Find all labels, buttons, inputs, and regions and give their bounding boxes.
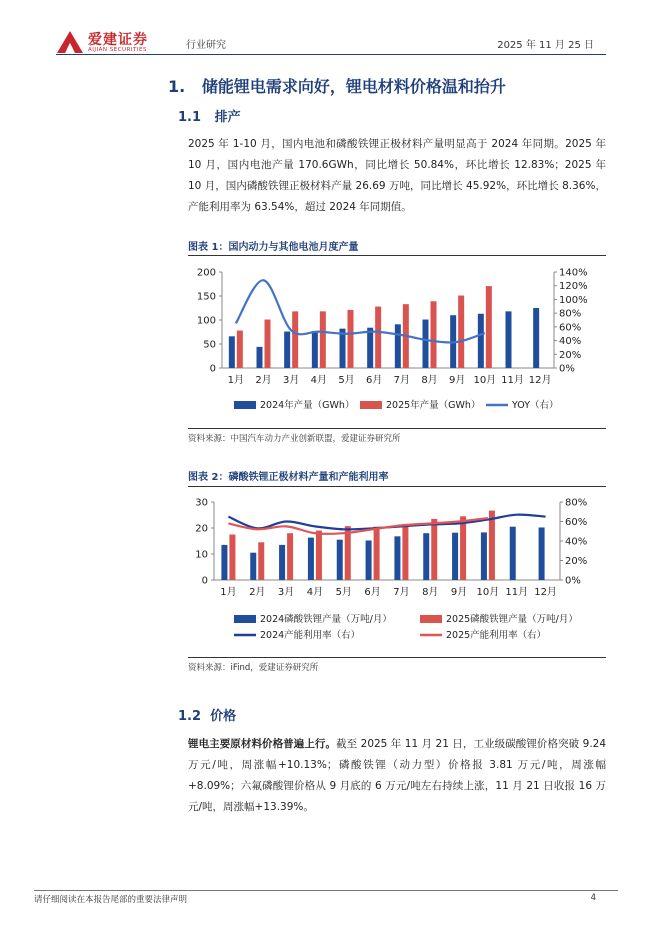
- bar-2024: [366, 540, 372, 580]
- bar-2025: [486, 286, 492, 368]
- logo-text: 爱建证券: [88, 32, 148, 48]
- x-tick-label: 4月: [310, 375, 328, 386]
- x-tick-label: 8月: [422, 587, 439, 598]
- bar-2025: [402, 524, 408, 580]
- x-tick-label: 9月: [450, 587, 468, 598]
- right-tick-label: 0%: [559, 363, 575, 375]
- subsection-title-production: 1.1 排产: [178, 110, 241, 125]
- right-tick-label: 20%: [565, 556, 588, 567]
- right-tick-label: 140%: [559, 267, 588, 279]
- x-tick-label: 12月: [528, 375, 552, 386]
- bar-2025: [229, 535, 235, 581]
- figure1-bottom-rule: [188, 428, 606, 429]
- x-tick-label: 6月: [365, 375, 383, 386]
- left-tick-label: 30: [195, 497, 208, 509]
- x-tick-label: 12月: [534, 587, 557, 598]
- figure1-chart: [188, 258, 606, 426]
- legend-label: YOY（右）: [512, 400, 559, 411]
- bar-2024: [337, 540, 343, 580]
- bar-2024: [395, 324, 401, 368]
- bar-2024: [279, 545, 285, 580]
- x-tick-label: 4月: [306, 587, 324, 598]
- report-date: 2025 年 11 月 25 日: [497, 40, 594, 51]
- x-tick-label: 3月: [277, 587, 295, 598]
- footer-disclaimer: 请仔细阅读在本报告尾部的重要法律声明: [34, 895, 188, 905]
- x-tick-label: 1月: [227, 375, 245, 386]
- left-tick-label: 10: [195, 549, 208, 561]
- legend-swatch: [360, 401, 382, 409]
- figure2-chart: [188, 490, 606, 654]
- bar-2025: [292, 311, 298, 368]
- page-number: 4: [590, 893, 596, 903]
- legend-label: 2024磷酸铁锂产量（万吨/月）: [260, 614, 392, 625]
- logo-mark-icon: [56, 30, 84, 54]
- bar-2024: [367, 328, 373, 368]
- bar-2025: [258, 542, 264, 580]
- figure2-bottom-rule: [188, 657, 606, 658]
- right-tick-label: 20%: [559, 349, 582, 361]
- figure1-source: 资料来源：中国汽车动力产业创新联盟，爱建证券研究所: [188, 434, 401, 444]
- left-tick-label: 200: [196, 267, 216, 279]
- x-tick-label: 6月: [364, 587, 381, 598]
- x-tick-label: 5月: [335, 587, 352, 598]
- bar-2024: [423, 533, 429, 580]
- bar-2024: [284, 332, 290, 368]
- x-tick-label: 1月: [220, 587, 237, 598]
- x-tick-label: 2月: [249, 587, 266, 598]
- left-tick-label: 100: [196, 315, 216, 327]
- bar-2024: [452, 533, 458, 580]
- header-divider: [56, 54, 606, 55]
- bar-2025: [348, 310, 354, 368]
- left-tick-label: 50: [203, 339, 216, 351]
- legend-label: 2025产能利用率（右）: [446, 630, 547, 641]
- bar-2025: [237, 331, 243, 368]
- legend-swatch: [420, 615, 442, 623]
- left-tick-label: 20: [195, 523, 208, 535]
- bar-2025: [458, 296, 464, 368]
- x-tick-label: 10月: [476, 587, 500, 598]
- bar-2025: [320, 311, 326, 368]
- x-tick-label: 5月: [338, 375, 355, 386]
- section-title: 1. 储能锂电需求向好，锂电材料价格温和抬升: [168, 77, 506, 96]
- bar-2024: [481, 532, 487, 580]
- x-tick-label: 9月: [448, 375, 466, 386]
- x-tick-label: 10月: [473, 375, 497, 386]
- bar-2024: [478, 314, 484, 368]
- figure1-top-rule: [188, 255, 606, 256]
- legend-label: 2025年产量（GWh）: [386, 400, 481, 411]
- bar-2024: [221, 545, 227, 580]
- bar-2024: [250, 553, 256, 580]
- right-tick-label: 40%: [565, 536, 588, 548]
- figure1-title: 图表 1：国内动力与其他电池月度产量: [188, 242, 359, 253]
- x-tick-label: 7月: [393, 375, 411, 386]
- bar-2025: [375, 307, 381, 368]
- footer-divider: [34, 890, 618, 891]
- bar-2025: [374, 527, 380, 580]
- x-tick-label: 11月: [501, 375, 524, 386]
- subsection-title-price: 1.2 价格: [178, 709, 237, 724]
- x-tick-label: 11月: [505, 587, 529, 598]
- right-tick-label: 80%: [565, 497, 588, 509]
- bar-2025: [265, 320, 271, 368]
- figure2-title: 图表 2：磷酸铁锂正极材料产量和产能利用率: [188, 472, 389, 483]
- x-tick-label: 7月: [393, 587, 410, 598]
- left-tick-label: 0: [209, 363, 216, 375]
- right-tick-label: 100%: [559, 294, 588, 306]
- bar-2025: [489, 511, 495, 580]
- bar-2024: [229, 336, 235, 368]
- right-tick-label: 80%: [559, 308, 582, 320]
- logo-subtext: AIJIAN SECURITIES: [88, 47, 147, 53]
- price-paragraph-body: 截至 2025 年 11 月 21 日，工业级碳酸锂价格突破 9.24 万元/吨，周涨幅+10.13%；磷酸铁锂（动力型）价格报 3.81 万元/吨，周涨幅+8.09%；六氟磷酸锂价格从 9 月底的 6 万元/吨左右持续上涨，11 月 21 日收报 16 万元/吨，周涨幅+13.39%。: [188, 738, 607, 813]
- bar-2025: [431, 301, 437, 368]
- figure2-top-rule: [188, 486, 606, 487]
- bar-2024: [308, 538, 314, 580]
- bar-2025: [345, 526, 351, 580]
- legend-swatch: [234, 615, 256, 623]
- bar-2024: [394, 536, 400, 580]
- right-tick-label: 60%: [559, 322, 582, 334]
- bar-2025: [287, 533, 293, 580]
- report-category: 行业研究: [186, 40, 226, 51]
- figure2-source: 资料来源：iFind，爱建证券研究所: [188, 663, 319, 673]
- bar-2024: [506, 311, 512, 368]
- series-line-0: [236, 280, 485, 342]
- right-tick-label: 40%: [559, 336, 582, 348]
- left-tick-label: 150: [196, 291, 216, 303]
- bar-2025: [431, 519, 437, 580]
- right-tick-label: 0%: [565, 575, 581, 587]
- x-tick-label: 8月: [421, 375, 438, 386]
- legend-swatch: [234, 401, 256, 409]
- right-tick-label: 60%: [565, 517, 588, 528]
- legend-label: 2024产能利用率（右）: [260, 630, 361, 641]
- bar-2024: [257, 347, 263, 368]
- right-tick-label: 120%: [559, 281, 588, 293]
- x-tick-label: 2月: [255, 375, 272, 386]
- bar-2025: [460, 516, 466, 580]
- bar-2024: [539, 527, 545, 580]
- legend-label: 2025磷酸铁锂产量（万吨/月）: [446, 614, 578, 625]
- production-paragraph: 2025 年 1-10 月，国内电池和磷酸铁锂正极材料产量明显高于 2024 年同期。2025 年 10 月，国内电池产量 170.6GWh，同比增长 50.84%，环比增长 12.83%；2025 年 10 月，国内磷酸铁锂正极材料产量 26.69 万吨，同比增长 45.92%，环比增长 8.36%，产能利用率为 63.54%，超过 2024 年同期值。: [188, 138, 606, 213]
- bar-2024: [423, 320, 429, 368]
- price-paragraph-lead: 锂电主要原材料价格普遍上行。: [188, 738, 337, 750]
- legend-label: 2024年产量（GWh）: [260, 400, 355, 411]
- bar-2024: [510, 527, 516, 580]
- bar-2024: [312, 331, 318, 368]
- bar-2025: [316, 531, 322, 580]
- bar-2024: [533, 308, 539, 368]
- left-tick-label: 0: [201, 575, 208, 587]
- x-tick-label: 3月: [282, 375, 300, 386]
- price-paragraph: [188, 734, 606, 818]
